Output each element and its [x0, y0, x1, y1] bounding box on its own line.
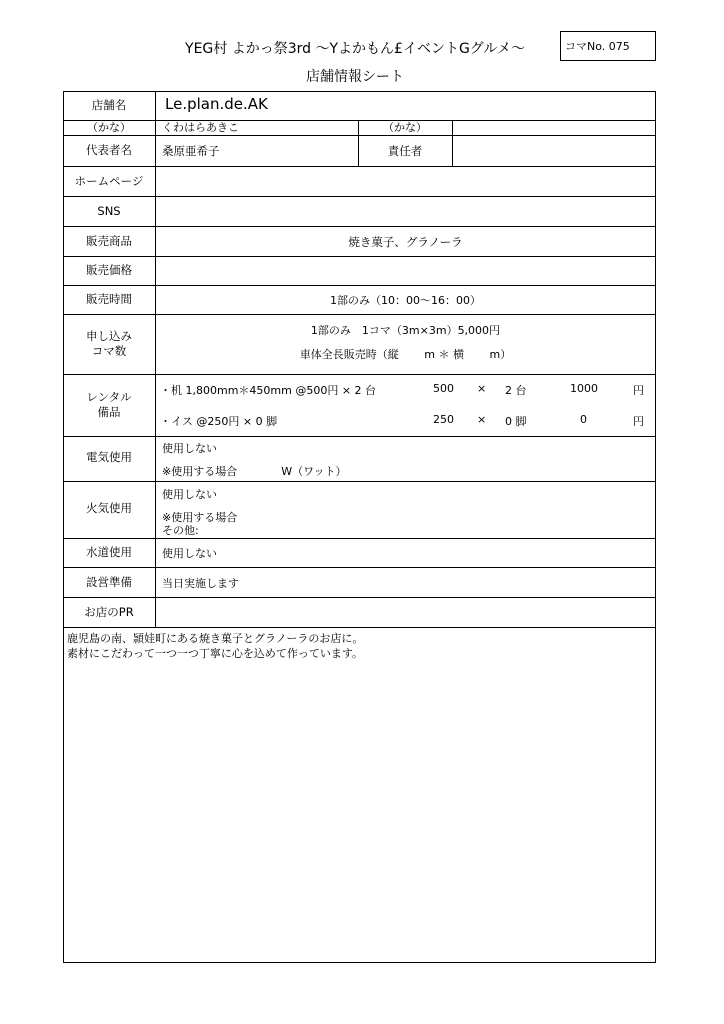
row-divider	[63, 226, 656, 227]
product-label: 販売商品	[86, 234, 132, 248]
electricity-line2: ※使用する場合 W（ワット）	[162, 465, 347, 478]
apply-line1: 1部のみ 1コマ（3m×3m）5,000円	[310, 324, 501, 337]
fire-label: 火気使用	[86, 501, 132, 515]
row-divider	[63, 481, 656, 482]
rental-chair-times: ×	[477, 413, 487, 426]
water-value: 使用しない	[162, 547, 217, 560]
row-divider	[63, 256, 656, 257]
row-divider	[63, 314, 656, 315]
rental-desk-yen: 円	[633, 384, 644, 397]
rental-chair-unit: 250	[433, 413, 454, 426]
responsible-label: 責任者	[387, 144, 423, 158]
form-frame	[63, 91, 656, 963]
rental-desk-times: ×	[477, 382, 487, 395]
rental-desk-text: ・机 1,800mm＊450mm @500円 × 2 台	[160, 384, 377, 397]
document-subtitle: 店舗情報シート	[306, 69, 404, 85]
row-divider	[63, 436, 656, 437]
pr-line2: 素材にこだわって一つ一つ丁寧に心を込めて作っています。	[67, 647, 364, 660]
rep-name-label: 代表者名	[86, 143, 132, 157]
rental-label-line1: レンタル	[86, 390, 132, 404]
column-divider	[452, 120, 453, 166]
row-divider	[63, 135, 656, 136]
rental-chair-text: ・イス @250円 × 0 脚	[160, 415, 278, 428]
fire-line2: ※使用する場合	[162, 511, 238, 524]
kana-rep-value: くわはらあきこ	[162, 121, 239, 134]
koma-number-box: コマNo. 075	[560, 31, 656, 61]
row-divider	[63, 166, 656, 167]
row-divider	[63, 374, 656, 375]
row-divider	[63, 285, 656, 286]
apply-label-line1: 申し込み	[86, 329, 132, 343]
rep-name-value: 桑原亜希子	[162, 144, 220, 158]
hours-label: 販売時間	[86, 292, 132, 306]
fire-line1: 使用しない	[162, 488, 217, 501]
fire-line3: その他:	[162, 524, 199, 537]
row-divider	[63, 196, 656, 197]
electricity-line1: 使用しない	[162, 442, 217, 455]
shop-name-label: 店舗名	[91, 98, 127, 112]
setup-value: 当日実施します	[162, 577, 239, 590]
kana-label-2: （かな）	[383, 121, 427, 134]
row-divider	[63, 597, 656, 598]
rental-desk-qty: 2 台	[505, 384, 527, 397]
hours-value: 1部のみ（10：00～16：00）	[330, 294, 481, 307]
homepage-label: ホームページ	[74, 174, 144, 188]
setup-label: 設営準備	[86, 575, 132, 589]
rental-label-line2: 備品	[97, 405, 121, 419]
row-divider	[63, 627, 656, 628]
water-label: 水道使用	[86, 545, 132, 559]
pr-line1: 鹿児島の南、頴娃町にある焼き菓子とグラノーラのお店に。	[67, 632, 364, 645]
electricity-label: 電気使用	[86, 450, 132, 464]
shop-name-value: Le.plan.de.AK	[165, 95, 268, 113]
price-label: 販売価格	[86, 263, 132, 277]
document-title: YEG村 よかっ祭3rd ～Yよかもん£イベントGグルメ～	[185, 41, 525, 57]
rental-desk-total: 1000	[570, 382, 598, 395]
rental-desk-unit: 500	[433, 382, 454, 395]
sns-label: SNS	[97, 204, 121, 218]
product-value: 焼き菓子、グラノーラ	[348, 235, 463, 249]
apply-label-line2: コマ数	[91, 344, 127, 358]
kana-label: （かな）	[87, 121, 131, 134]
rental-chair-yen: 円	[633, 415, 644, 428]
rental-chair-total: 0	[580, 413, 587, 426]
rental-chair-qty: 0 脚	[505, 415, 527, 428]
row-divider	[63, 567, 656, 568]
pr-label: お店のPR	[84, 605, 134, 619]
apply-line2: 車体全長販売時（縦 m ＊ 横 m）	[299, 348, 512, 361]
row-divider	[63, 538, 656, 539]
